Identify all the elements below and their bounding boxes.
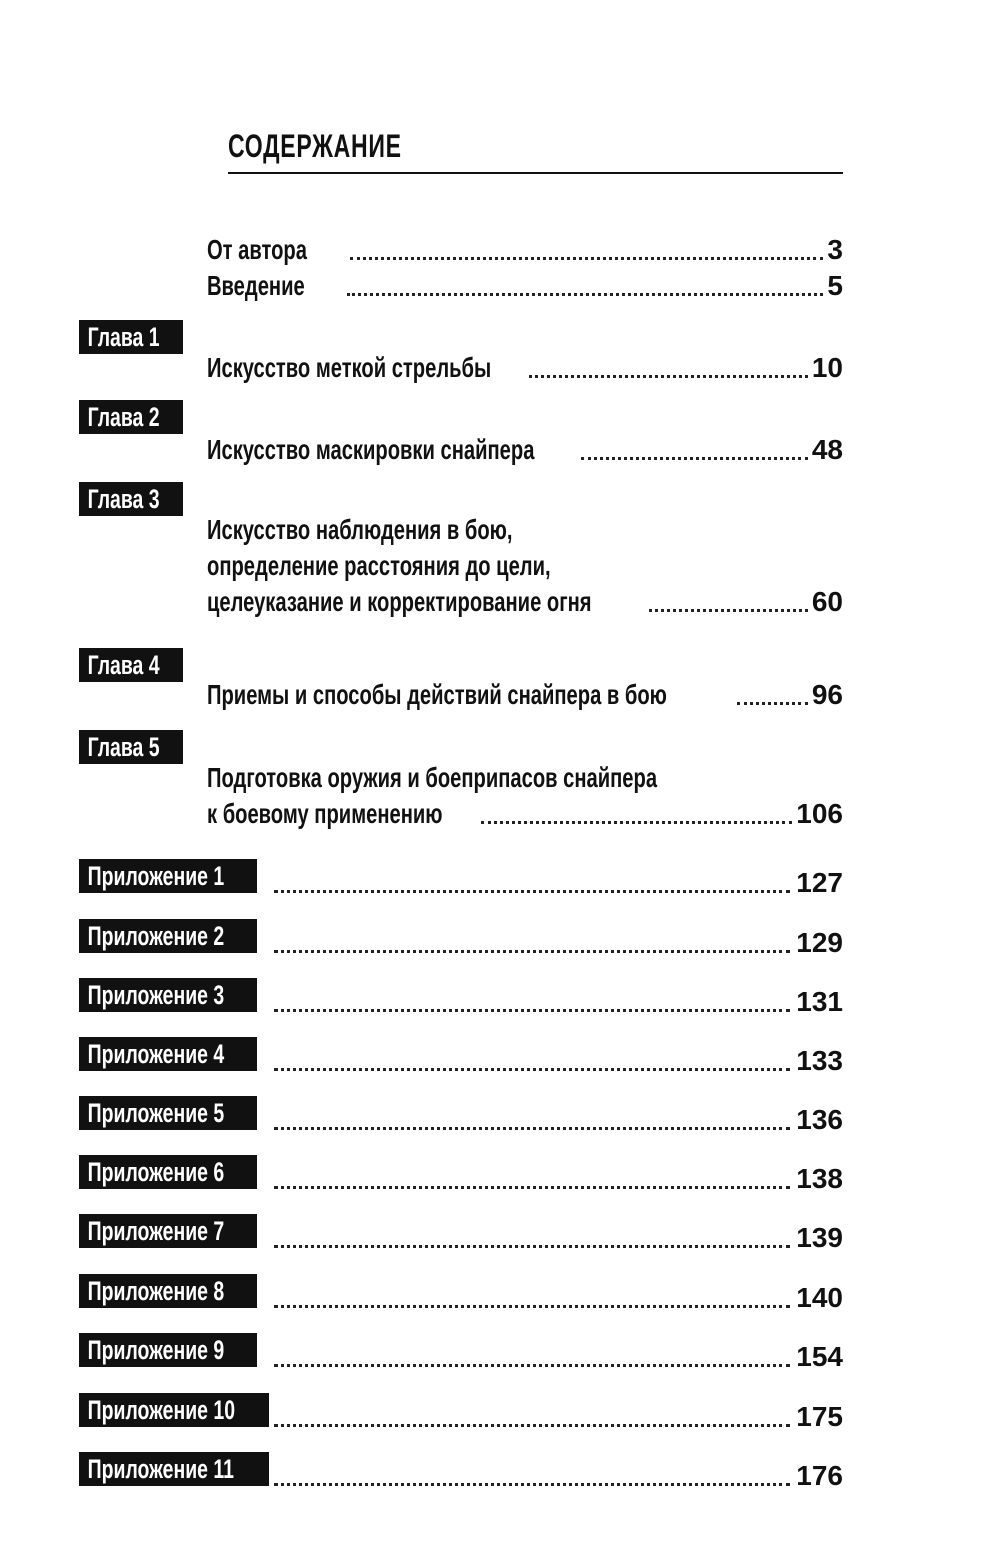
toc-entry-appendix-7[interactable] <box>274 1220 843 1254</box>
toc-entry-chapter-4[interactable] <box>207 677 843 713</box>
chapter-badge-5 <box>79 730 183 764</box>
chapter-badge-label: Глава 3 <box>87 484 160 514</box>
dot-leader <box>581 456 808 460</box>
appendix-badge-4 <box>79 1037 257 1071</box>
entry-page: 106 <box>796 798 843 829</box>
chapter-badge-4 <box>79 648 183 682</box>
toc-entry-chapter-3[interactable] <box>207 512 843 620</box>
entry-label: От автора <box>207 234 307 265</box>
entry-page: 154 <box>796 1341 843 1372</box>
appendix-badge-label: Приложение 1 <box>87 861 225 891</box>
toc-entry-appendix-8[interactable] <box>274 1280 843 1314</box>
dot-leader <box>274 1304 790 1308</box>
entry-page: 127 <box>796 867 843 898</box>
appendix-badge-2 <box>79 919 257 953</box>
dot-leader <box>737 701 808 705</box>
appendix-badge-3 <box>79 978 257 1012</box>
appendix-badge-label: Приложение 3 <box>87 980 225 1010</box>
entry-page: 139 <box>796 1222 843 1253</box>
entry-label: к боевому применению <box>207 798 443 829</box>
entry-line: Искусство наблюдения в бою, <box>207 514 513 545</box>
entry-line: определение расстояния до цели, <box>207 550 551 581</box>
toc-entry-author[interactable] <box>207 232 843 268</box>
appendix-badge-11 <box>79 1452 269 1486</box>
toc-entry-introduction[interactable] <box>207 268 843 304</box>
dot-leader <box>274 1244 790 1248</box>
chapter-badge-2 <box>79 400 183 434</box>
toc-entry-appendix-4[interactable] <box>274 1043 843 1077</box>
dot-leader <box>481 820 792 824</box>
chapter-badge-3 <box>79 482 183 516</box>
toc-entry-appendix-1[interactable] <box>274 865 843 899</box>
entry-label: Искусство меткой стрельбы <box>207 352 492 383</box>
entry-page: 3 <box>827 234 843 265</box>
dot-leader <box>274 1363 790 1367</box>
dot-leader <box>274 949 790 953</box>
appendix-badge-label: Приложение 2 <box>87 921 225 951</box>
dot-leader <box>274 1067 790 1071</box>
toc-entry-appendix-6[interactable] <box>274 1161 843 1195</box>
dot-leader <box>350 256 824 260</box>
entry-page: 48 <box>811 434 843 465</box>
appendix-badge-label: Приложение 7 <box>87 1216 225 1246</box>
entry-page: 176 <box>796 1460 843 1491</box>
entry-label: Приемы и способы действий снайпера в бою <box>207 679 667 710</box>
entry-page: 131 <box>796 986 843 1017</box>
dot-leader <box>347 292 824 296</box>
appendix-badge-1 <box>79 859 257 893</box>
entry-label: Искусство маскировки снайпера <box>207 434 535 465</box>
dot-leader <box>274 1185 790 1189</box>
toc-title <box>228 124 843 174</box>
entry-line: Подготовка оружия и боеприпасов снайпера <box>207 762 658 793</box>
dot-leader <box>274 889 790 893</box>
toc-entry-appendix-9[interactable] <box>274 1339 843 1373</box>
chapter-badge-label: Глава 5 <box>87 732 160 762</box>
dot-leader <box>649 608 808 612</box>
entry-label: целеуказание и корректирование огня <box>207 586 592 617</box>
appendix-badge-10 <box>79 1393 269 1427</box>
appendix-badge-7 <box>79 1214 257 1248</box>
appendix-badge-label: Приложение 11 <box>87 1454 234 1484</box>
toc-entry-appendix-5[interactable] <box>274 1102 843 1136</box>
entry-page: 175 <box>796 1401 843 1432</box>
entry-page: 129 <box>796 927 843 958</box>
toc-entry-appendix-3[interactable] <box>274 984 843 1018</box>
chapter-badge-label: Глава 4 <box>87 650 160 680</box>
entry-page: 138 <box>796 1163 843 1194</box>
toc-entry-appendix-2[interactable] <box>274 925 843 959</box>
entry-page: 96 <box>811 679 843 710</box>
chapter-badge-1 <box>79 320 183 354</box>
dot-leader <box>274 1126 790 1130</box>
dot-leader <box>529 374 808 378</box>
appendix-badge-label: Приложение 4 <box>87 1039 225 1069</box>
entry-page: 5 <box>827 270 843 301</box>
appendix-badge-label: Приложение 9 <box>87 1335 225 1365</box>
entry-page: 140 <box>796 1282 843 1313</box>
toc-entry-appendix-11[interactable] <box>274 1458 843 1492</box>
toc-entry-appendix-10[interactable] <box>274 1399 843 1433</box>
entry-label: Введение <box>207 270 305 301</box>
appendix-badge-6 <box>79 1155 257 1189</box>
appendix-badge-8 <box>79 1274 257 1308</box>
toc-title-text: СОДЕРЖАНИЕ <box>228 128 402 164</box>
chapter-badge-label: Глава 1 <box>87 322 160 352</box>
entry-page: 60 <box>811 586 843 617</box>
dot-leader <box>274 1008 790 1012</box>
appendix-badge-label: Приложение 6 <box>87 1157 225 1187</box>
entry-page: 10 <box>811 352 843 383</box>
entry-page: 136 <box>796 1104 843 1135</box>
appendix-badge-5 <box>79 1096 257 1130</box>
toc-entry-chapter-2[interactable] <box>207 432 843 468</box>
appendix-badge-label: Приложение 10 <box>87 1395 236 1425</box>
appendix-badge-label: Приложение 8 <box>87 1276 225 1306</box>
toc-entry-chapter-1[interactable] <box>207 350 843 386</box>
entry-page: 133 <box>796 1045 843 1076</box>
dot-leader <box>274 1423 790 1427</box>
appendix-badge-9 <box>79 1333 257 1367</box>
dot-leader <box>274 1482 790 1486</box>
chapter-badge-label: Глава 2 <box>87 402 160 432</box>
toc-entry-chapter-5[interactable] <box>207 760 843 832</box>
appendix-badge-label: Приложение 5 <box>87 1098 225 1128</box>
